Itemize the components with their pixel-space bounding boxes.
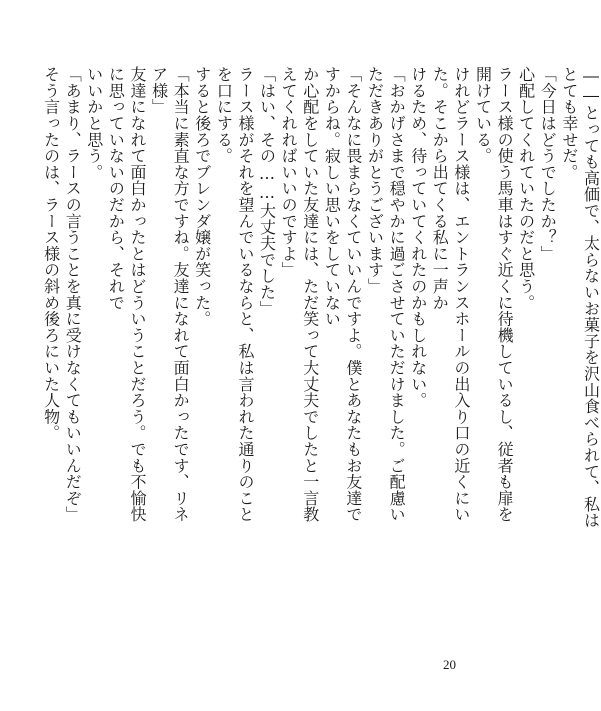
text-line: 「本当に素直な方ですね。友達になれて面白かったです、リネア様」: [149, 66, 191, 523]
text-line: ラース様がそれを望んでいるならと、私は言われた通りのことを口にする。: [214, 66, 255, 523]
text-line: けれどラース様は、エントランスホールの出入り口の近くにいた。そこから出てくる私に一声か: [430, 66, 471, 523]
text-line: すると後ろでブレンダ嬢が笑った。: [192, 66, 212, 327]
vertical-text-column: [40, 66, 601, 536]
text-line: けるため、待っていてくれたのかもしれない。: [408, 66, 428, 409]
page-body: [40, 66, 601, 536]
text-line: 友達になれて面白かったとはどういうことだろう。でも不愉快に思っていないのだから、それで: [106, 66, 147, 523]
text-line: ――とっても高価で、太らないお菓子を沢山食べられて、私はとても幸せだ。: [559, 66, 601, 529]
text-line: 心配してくれていたのだと思う。: [516, 66, 536, 311]
text-line: ラース様の使う馬車はすぐ近くに待機しているし、従者も扉を開けている。: [473, 66, 515, 523]
text-line: そう言ったのは、ラース様の斜め後ろにいた人物。: [41, 66, 61, 441]
text-line: か心配をしていた友達には、ただ笑って大丈夫でしたと一言教えてくれればいいのですよ」: [279, 66, 320, 523]
text-line: 「あまり、ラースの言うことを真に受けなくてもいいんだぞ」: [63, 66, 83, 523]
text-line: 「はい、その……大丈夫でした」: [257, 66, 277, 317]
text-line: 「おかげさまで穏やかに過ごさせていただけました。ご配慮いただきありがとうございます」: [365, 66, 407, 523]
text-line: いいかと思う。: [84, 66, 104, 181]
text-line: 「今日はどうでしたか？」: [538, 66, 558, 262]
text-line: 「そんなに畏まらなくていいんですよ。僕とあなたもお友達ですからね。寂しい思いをしていない: [322, 66, 363, 523]
page-number: 20: [443, 657, 456, 672]
